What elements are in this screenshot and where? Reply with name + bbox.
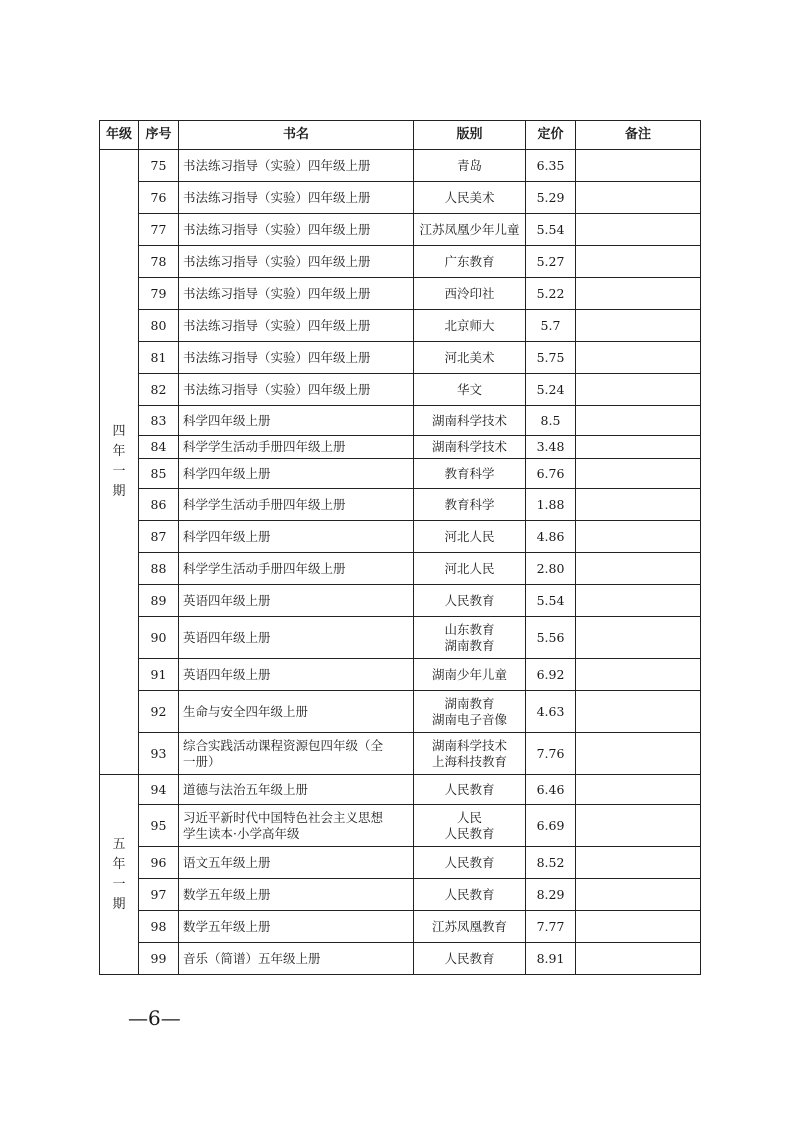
table-row — [100, 847, 701, 879]
seq-cell: 94 — [139, 775, 179, 805]
publisher-cell — [414, 879, 526, 911]
publisher-line: 人民教育 — [444, 781, 495, 797]
note-cell — [576, 879, 701, 911]
note-cell — [576, 659, 701, 691]
table-row — [100, 182, 701, 214]
publisher-line: 湖南教育 — [444, 695, 495, 711]
seq-cell: 95 — [139, 805, 179, 847]
title-line: 英语四年级上册 — [183, 592, 271, 608]
title-cell — [179, 733, 414, 775]
title-line: 科学学生活动手册四年级上册 — [183, 496, 346, 512]
note-cell — [576, 521, 701, 553]
publisher-line: 北京师大 — [444, 317, 495, 333]
title-cell — [179, 246, 414, 278]
table-row — [100, 691, 701, 733]
grade-cell — [100, 775, 139, 975]
table-row — [100, 585, 701, 617]
publisher-line: 人民教育 — [444, 825, 495, 841]
publisher-line: 西泠印社 — [444, 285, 495, 301]
title-cell — [179, 214, 414, 246]
seq-cell: 79 — [139, 278, 179, 310]
seq-cell: 90 — [139, 617, 179, 659]
publisher-line: 教育科学 — [444, 496, 495, 512]
title-cell — [179, 805, 414, 847]
price-cell: 3.48 — [526, 436, 576, 459]
table-body — [100, 150, 701, 975]
title-cell — [179, 911, 414, 943]
title-line: 语文五年级上册 — [183, 854, 271, 870]
publisher-line: 人民 — [456, 809, 482, 825]
table-row — [100, 489, 701, 521]
note-cell — [576, 374, 701, 406]
seq-cell: 93 — [139, 733, 179, 775]
price-cell: 7.77 — [526, 911, 576, 943]
publisher-cell — [414, 553, 526, 585]
table-row — [100, 911, 701, 943]
title-cell — [179, 775, 414, 805]
price-cell: 4.63 — [526, 691, 576, 733]
table-row — [100, 374, 701, 406]
note-cell — [576, 278, 701, 310]
table-row — [100, 150, 701, 182]
publisher-cell — [414, 943, 526, 975]
seq-cell: 77 — [139, 214, 179, 246]
price-cell: 8.5 — [526, 406, 576, 436]
title-cell — [179, 406, 414, 436]
note-cell — [576, 553, 701, 585]
note-cell — [576, 911, 701, 943]
price-cell: 4.86 — [526, 521, 576, 553]
table-row — [100, 617, 701, 659]
title-line: 书法练习指导（实验）四年级上册 — [183, 285, 371, 301]
title-line: 书法练习指导（实验）四年级上册 — [183, 189, 371, 205]
publisher-line: 人民教育 — [444, 592, 495, 608]
title-line: 书法练习指导（实验）四年级上册 — [183, 157, 371, 173]
publisher-line: 湖南少年儿童 — [431, 666, 507, 682]
seq-cell: 99 — [139, 943, 179, 975]
publisher-cell — [414, 459, 526, 489]
publisher-line: 湖南教育 — [444, 637, 495, 653]
title-line: 生命与安全四年级上册 — [183, 703, 309, 719]
publisher-cell — [414, 659, 526, 691]
grade-label: 五年一期 — [112, 836, 126, 912]
publisher-line: 河北人民 — [444, 528, 495, 544]
header-publisher: 版别 — [414, 121, 526, 150]
table-row — [100, 879, 701, 911]
note-cell — [576, 214, 701, 246]
note-cell — [576, 775, 701, 805]
table-row — [100, 805, 701, 847]
publisher-cell — [414, 406, 526, 436]
title-cell — [179, 459, 414, 489]
title-line: 英语四年级上册 — [183, 666, 271, 682]
publisher-line: 上海科技教育 — [431, 753, 507, 769]
seq-cell: 92 — [139, 691, 179, 733]
note-cell — [576, 691, 701, 733]
price-cell: 5.27 — [526, 246, 576, 278]
title-cell — [179, 278, 414, 310]
grade-cell — [100, 150, 139, 775]
seq-cell: 83 — [139, 406, 179, 436]
header-title: 书名 — [179, 121, 414, 150]
publisher-cell — [414, 911, 526, 943]
table-row — [100, 459, 701, 489]
publisher-line: 湖南电子音像 — [431, 711, 507, 727]
title-cell — [179, 659, 414, 691]
publisher-line: 山东教育 — [444, 621, 495, 637]
header-seq: 序号 — [139, 121, 179, 150]
price-cell: 5.24 — [526, 374, 576, 406]
title-line: 书法练习指导（实验）四年级上册 — [183, 381, 371, 397]
price-cell: 1.88 — [526, 489, 576, 521]
publisher-cell — [414, 150, 526, 182]
publisher-cell — [414, 775, 526, 805]
table-row — [100, 943, 701, 975]
title-cell — [179, 436, 414, 459]
textbook-price-table — [99, 120, 701, 975]
publisher-cell — [414, 585, 526, 617]
seq-cell: 89 — [139, 585, 179, 617]
publisher-cell — [414, 214, 526, 246]
table-row — [100, 733, 701, 775]
price-cell: 5.75 — [526, 342, 576, 374]
title-cell — [179, 489, 414, 521]
table-row — [100, 278, 701, 310]
publisher-line: 河北美术 — [444, 349, 495, 365]
seq-cell: 98 — [139, 911, 179, 943]
note-cell — [576, 310, 701, 342]
table-row — [100, 214, 701, 246]
title-line: 科学四年级上册 — [183, 528, 271, 544]
table-row — [100, 406, 701, 436]
price-cell: 8.52 — [526, 847, 576, 879]
note-cell — [576, 617, 701, 659]
publisher-cell — [414, 182, 526, 214]
publisher-cell — [414, 521, 526, 553]
price-cell: 2.80 — [526, 553, 576, 585]
title-cell — [179, 310, 414, 342]
publisher-line: 人民美术 — [444, 189, 495, 205]
note-cell — [576, 406, 701, 436]
textbook-price-table-container — [99, 120, 700, 975]
title-line: 书法练习指导（实验）四年级上册 — [183, 349, 371, 365]
seq-cell: 97 — [139, 879, 179, 911]
publisher-cell — [414, 246, 526, 278]
price-cell: 6.76 — [526, 459, 576, 489]
price-cell: 6.46 — [526, 775, 576, 805]
title-cell — [179, 521, 414, 553]
price-cell: 8.29 — [526, 879, 576, 911]
note-cell — [576, 489, 701, 521]
note-cell — [576, 182, 701, 214]
table-row — [100, 310, 701, 342]
note-cell — [576, 459, 701, 489]
title-cell — [179, 879, 414, 911]
publisher-line: 广东教育 — [444, 253, 495, 269]
title-line: 综合实践活动课程资源包四年级（全 — [183, 737, 384, 753]
price-cell: 5.22 — [526, 278, 576, 310]
publisher-cell — [414, 436, 526, 459]
seq-cell: 82 — [139, 374, 179, 406]
publisher-line: 河北人民 — [444, 560, 495, 576]
publisher-cell — [414, 617, 526, 659]
note-cell — [576, 943, 701, 975]
seq-cell: 81 — [139, 342, 179, 374]
note-cell — [576, 342, 701, 374]
title-line: 科学四年级上册 — [183, 412, 271, 428]
publisher-line: 湖南科学技术 — [431, 737, 507, 753]
publisher-cell — [414, 733, 526, 775]
seq-cell: 86 — [139, 489, 179, 521]
publisher-line: 湖南科学技术 — [431, 439, 507, 454]
seq-cell: 78 — [139, 246, 179, 278]
seq-cell: 76 — [139, 182, 179, 214]
table-row — [100, 659, 701, 691]
seq-cell: 91 — [139, 659, 179, 691]
table-row — [100, 246, 701, 278]
publisher-cell — [414, 374, 526, 406]
title-cell — [179, 342, 414, 374]
note-cell — [576, 150, 701, 182]
title-cell — [179, 943, 414, 975]
title-line: 书法练习指导（实验）四年级上册 — [183, 253, 371, 269]
table-row — [100, 775, 701, 805]
title-line: 英语四年级上册 — [183, 629, 271, 645]
price-cell: 5.29 — [526, 182, 576, 214]
note-cell — [576, 805, 701, 847]
publisher-line: 湖南科学技术 — [431, 412, 507, 428]
publisher-cell — [414, 278, 526, 310]
publisher-line: 华文 — [456, 381, 482, 397]
title-cell — [179, 617, 414, 659]
publisher-line: 青岛 — [456, 157, 482, 173]
title-line: 数学五年级上册 — [183, 918, 271, 934]
publisher-line: 人民教育 — [444, 950, 495, 966]
publisher-cell — [414, 847, 526, 879]
note-cell — [576, 246, 701, 278]
price-cell: 6.92 — [526, 659, 576, 691]
title-line: 一册） — [183, 753, 221, 769]
price-cell: 5.54 — [526, 214, 576, 246]
title-line: 科学学生活动手册四年级上册 — [183, 560, 346, 576]
title-line: 书法练习指导（实验）四年级上册 — [183, 221, 371, 237]
title-line: 数学五年级上册 — [183, 886, 271, 902]
seq-cell: 87 — [139, 521, 179, 553]
title-line: 习近平新时代中国特色社会主义思想 — [183, 809, 384, 825]
publisher-line: 江苏凤凰少年儿童 — [419, 221, 520, 237]
table-header-row — [100, 121, 701, 150]
title-cell — [179, 585, 414, 617]
header-price: 定价 — [526, 121, 576, 150]
note-cell — [576, 585, 701, 617]
publisher-cell — [414, 489, 526, 521]
seq-cell: 96 — [139, 847, 179, 879]
seq-cell: 75 — [139, 150, 179, 182]
title-line: 书法练习指导（实验）四年级上册 — [183, 317, 371, 333]
title-line: 音乐（简谱）五年级上册 — [183, 950, 321, 966]
price-cell: 5.54 — [526, 585, 576, 617]
note-cell — [576, 733, 701, 775]
table-row — [100, 521, 701, 553]
price-cell: 5.56 — [526, 617, 576, 659]
note-cell — [576, 436, 701, 459]
title-cell — [179, 691, 414, 733]
table-row — [100, 342, 701, 374]
grade-label: 四年一期 — [112, 424, 126, 499]
header-grade: 年级 — [100, 121, 139, 150]
title-cell — [179, 847, 414, 879]
publisher-line: 江苏凤凰教育 — [431, 918, 507, 934]
publisher-line: 教育科学 — [444, 465, 495, 481]
publisher-cell — [414, 342, 526, 374]
price-cell: 6.35 — [526, 150, 576, 182]
publisher-line: 人民教育 — [444, 886, 495, 902]
publisher-cell — [414, 805, 526, 847]
note-cell — [576, 847, 701, 879]
publisher-line: 人民教育 — [444, 854, 495, 870]
seq-cell: 84 — [139, 436, 179, 459]
seq-cell: 85 — [139, 459, 179, 489]
header-note: 备注 — [576, 121, 701, 150]
table-row — [100, 553, 701, 585]
title-line: 科学四年级上册 — [183, 465, 271, 481]
title-line: 道德与法治五年级上册 — [183, 781, 309, 797]
price-cell: 8.91 — [526, 943, 576, 975]
title-cell — [179, 150, 414, 182]
title-cell — [179, 553, 414, 585]
title-cell — [179, 182, 414, 214]
table-row — [100, 436, 701, 459]
page-number: —6— — [128, 1006, 181, 1030]
publisher-cell — [414, 691, 526, 733]
title-cell — [179, 374, 414, 406]
price-cell: 5.7 — [526, 310, 576, 342]
seq-cell: 88 — [139, 553, 179, 585]
publisher-cell — [414, 310, 526, 342]
title-line: 科学学生活动手册四年级上册 — [183, 439, 346, 454]
seq-cell: 80 — [139, 310, 179, 342]
price-cell: 7.76 — [526, 733, 576, 775]
price-cell: 6.69 — [526, 805, 576, 847]
title-line: 学生读本·小学高年级 — [183, 825, 300, 841]
